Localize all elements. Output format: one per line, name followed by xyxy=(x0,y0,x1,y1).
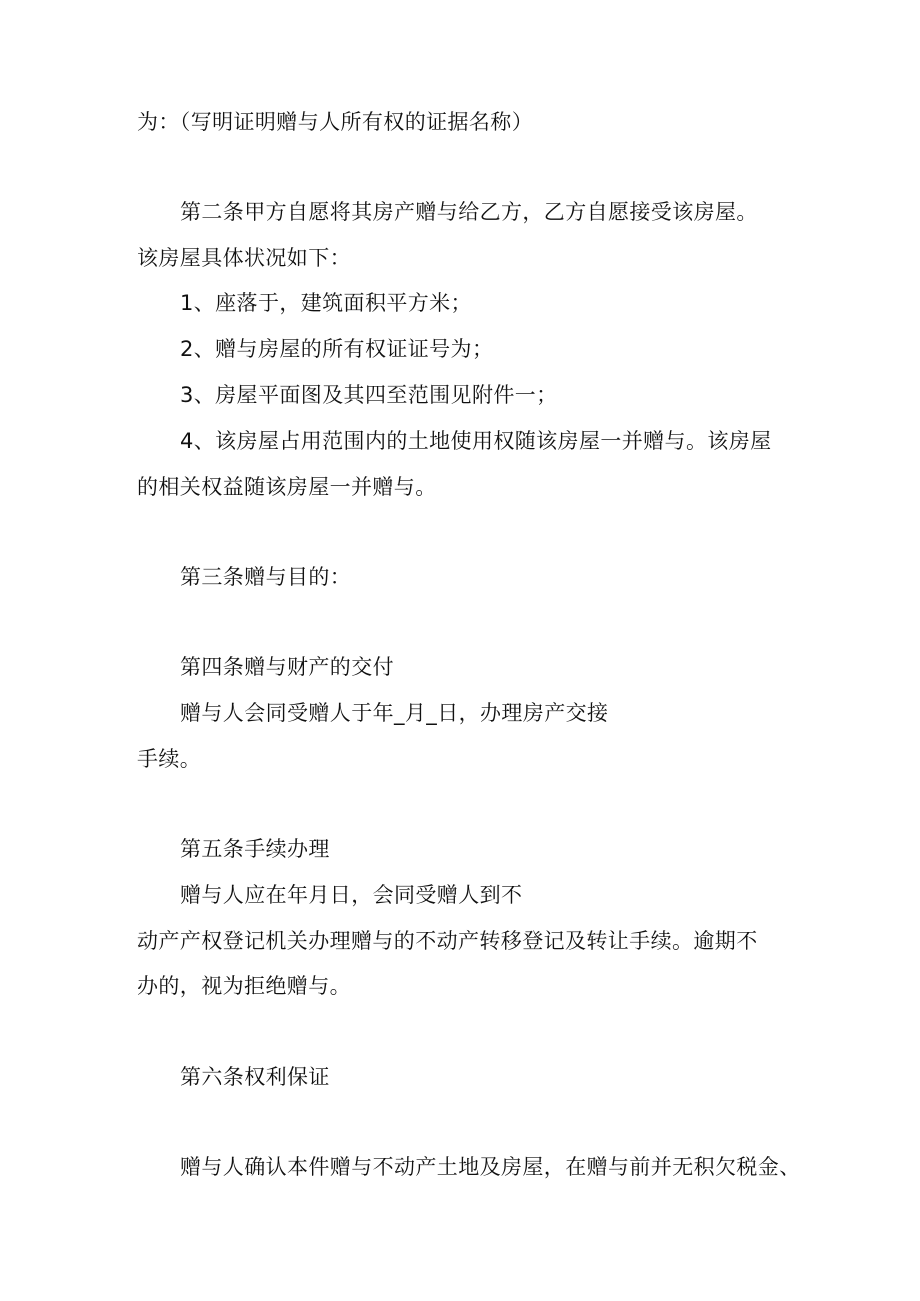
doc-line-17: 第六条权利保证 xyxy=(180,1065,330,1089)
doc-line-8: 的相关权益随该房屋一并赠与。 xyxy=(137,475,437,499)
doc-line-6: 3、房屋平面图及其四至范围见附件一； xyxy=(180,383,558,407)
doc-line-9: 第三条赠与目的： xyxy=(180,565,352,589)
doc-line-11: 赠与人会同受赠人于年_月_日，办理房产交接 xyxy=(180,701,609,725)
doc-line-3: 该房屋具体状况如下： xyxy=(137,246,351,270)
doc-line-14: 赠与人应在年月日，会同受赠人到不 xyxy=(180,883,523,907)
doc-line-18: 赠与人确认本件赠与不动产土地及房屋，在赠与前并无积欠税金、 xyxy=(180,1155,801,1179)
doc-line-7: 4、该房屋占用范围内的土地使用权随该房屋一并赠与。该房屋 xyxy=(180,429,772,453)
doc-line-16: 办的，视为拒绝赠与。 xyxy=(137,974,351,998)
doc-line-1: 为：（写明证明赠与人所有权的证据名称） xyxy=(137,110,534,134)
doc-line-10: 第四条赠与财产的交付 xyxy=(180,655,394,679)
doc-line-4: 1、座落于，建筑面积平方米； xyxy=(180,291,472,315)
doc-line-15: 动产产权登记机关办理赠与的不动产转移登记及转让手续。逾期不 xyxy=(137,929,758,953)
doc-line-13: 第五条手续办理 xyxy=(180,837,330,861)
doc-line-2: 第二条甲方自愿将其房产赠与给乙方，乙方自愿接受该房屋。 xyxy=(180,200,758,224)
doc-line-5: 2、赠与房屋的所有权证证号为； xyxy=(180,337,494,361)
doc-line-12: 手续。 xyxy=(137,747,202,771)
